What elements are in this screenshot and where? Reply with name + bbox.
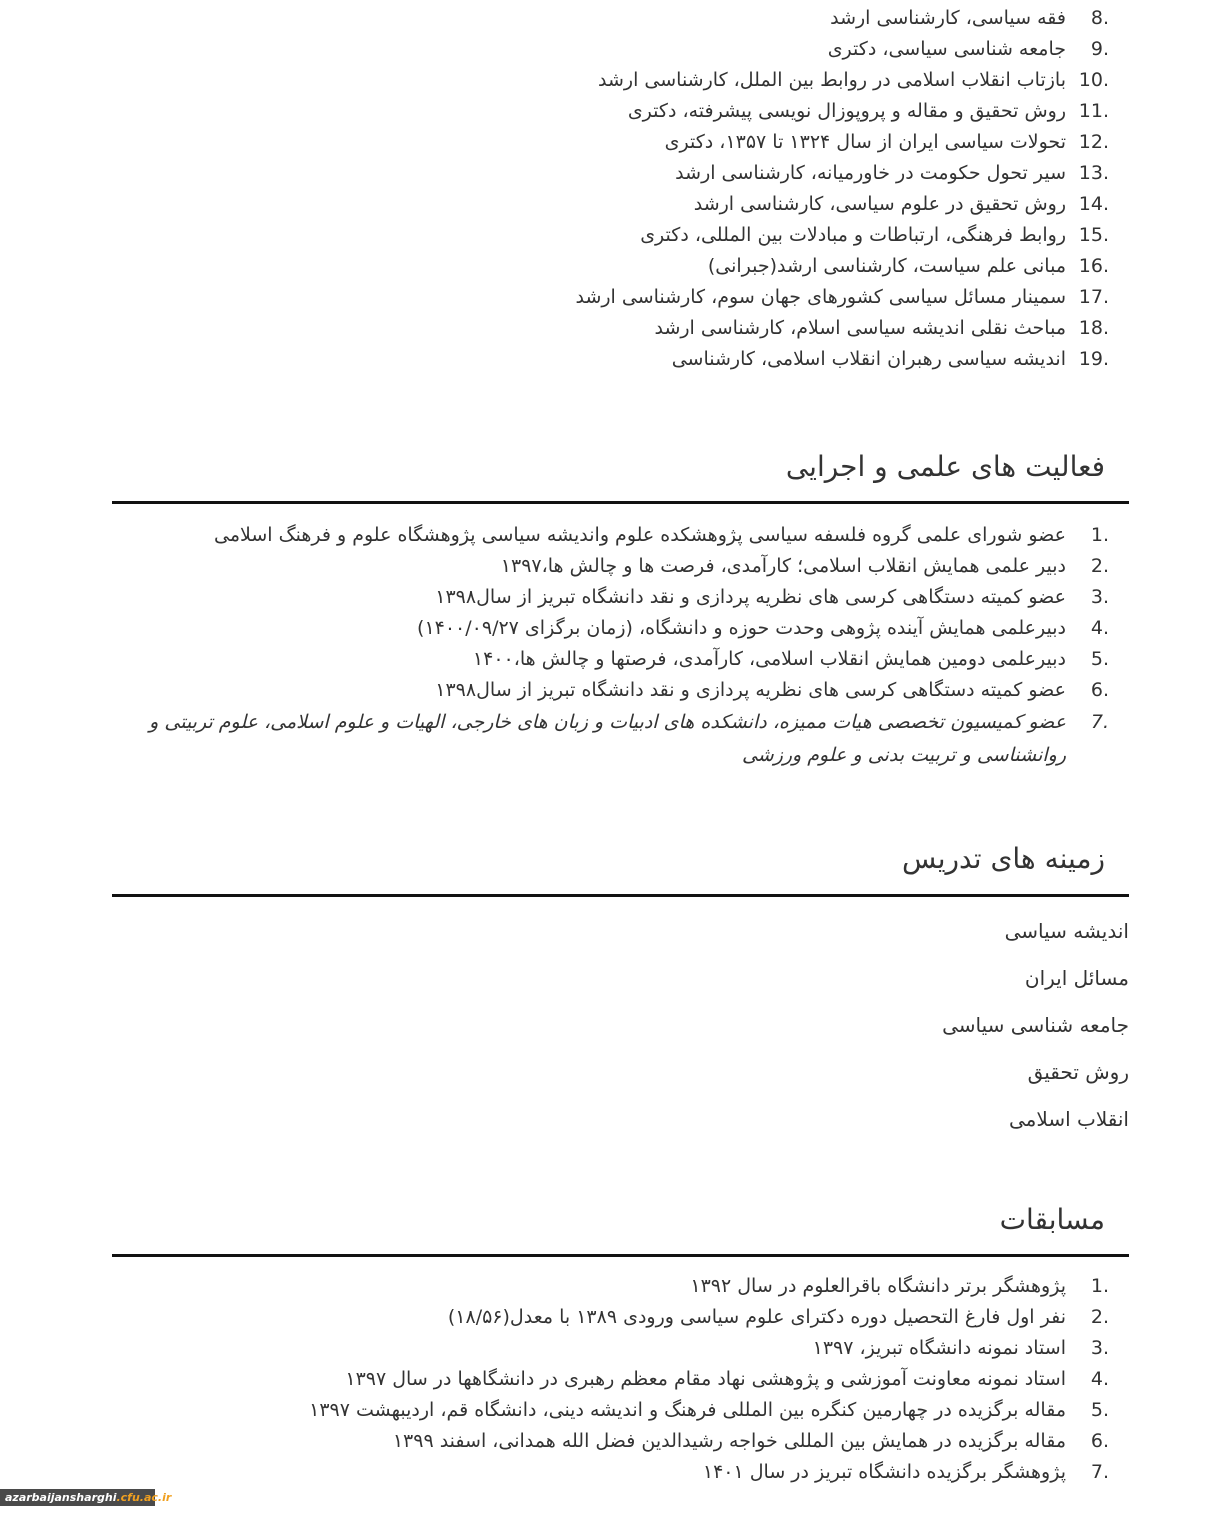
item-text: عضو کمیته دستگاهی کرسی های نظریه پردازی و نقد دانشگاه تبریز از سال۱۳۹۸ [435, 679, 1066, 701]
site-watermark [0, 1489, 172, 1506]
item-text: اندیشه سیاسی رهبران انقلاب اسلامی، کارشناسی [671, 348, 1066, 370]
list-item [112, 1302, 1129, 1333]
item-text: عضو شورای علمی گروه فلسفه سیاسی پژوهشکده علوم واندیشه سیاسی پژوهشگاه علوم و فرهنگ اسلامی [214, 524, 1066, 546]
item-text: عضو کمیته دستگاهی کرسی های نظریه پردازی و نقد دانشگاه تبریز از سال۱۳۹۸ [435, 586, 1066, 608]
item-number: 12. [1078, 131, 1109, 153]
item-text: استاد نمونه معاونت آموزشی و پژوهشی نهاد مقام معظم رهبری در دانشگاهها در سال ۱۳۹۷ [345, 1368, 1066, 1390]
item-text: پژوهشگر برگزیده دانشگاه تبریز در سال ۱۴۰۱ [702, 1461, 1066, 1483]
list-item [112, 158, 1129, 189]
item-text: مباحث نقلی اندیشه سیاسی اسلام، کارشناسی ارشد [654, 317, 1066, 339]
section-divider [112, 1254, 1129, 1257]
item-number: 3. [1090, 586, 1109, 608]
list-item [112, 675, 1129, 706]
item-text: مقاله برگزیده در همایش بین المللی خواجه رشیدالدین فضل الله همدانی، اسفند ۱۳۹۹ [392, 1430, 1066, 1452]
courses-list [112, 3, 1129, 375]
list-item [112, 65, 1129, 96]
item-number: 14. [1078, 193, 1109, 215]
item-text: فقه سیاسی، کارشناسی ارشد [830, 7, 1066, 29]
list-item [112, 551, 1129, 582]
list-item [112, 282, 1129, 313]
item-number: 6. [1090, 679, 1109, 701]
item-number: 4. [1090, 1368, 1109, 1390]
item-number: 8. [1090, 7, 1109, 29]
item-number: 19. [1078, 348, 1109, 370]
item-number: 3. [1090, 1337, 1109, 1359]
item-number: 10. [1078, 69, 1109, 91]
list-item [112, 189, 1129, 220]
list-item [112, 127, 1129, 158]
item-text: روش تحقیق در علوم سیاسی، کارشناسی ارشد [693, 193, 1066, 215]
item-number: 11. [1078, 100, 1109, 122]
list-item [112, 344, 1129, 375]
list-item [112, 582, 1129, 613]
item-number: 13. [1078, 162, 1109, 184]
teaching-field: جامعه شناسی سیاسی [942, 1013, 1129, 1037]
section-divider [112, 501, 1129, 504]
item-number: 2. [1090, 1306, 1109, 1328]
item-text: روابط فرهنگی، ارتباطات و مبادلات بین المللی، دکتری [640, 224, 1066, 246]
item-number: 4. [1090, 617, 1109, 639]
item-text: مبانی علم سیاست، کارشناسی ارشد(جبرانی) [707, 255, 1066, 277]
item-text: سمینار مسائل سیاسی کشورهای جهان سوم، کارشناسی ارشد [575, 286, 1066, 308]
watermark-domain: azarbaijansharghi [5, 1491, 117, 1504]
list-item [112, 520, 1129, 551]
list-item [112, 3, 1129, 34]
item-text: پژوهشگر برتر دانشگاه باقرالعلوم در سال ۱۳۹۲ [690, 1275, 1066, 1297]
item-number: 1. [1090, 524, 1109, 546]
item-number: 9. [1090, 38, 1109, 60]
awards-heading: مسابقات [999, 1203, 1105, 1236]
item-text: استاد نمونه دانشگاه تبریز، ۱۳۹۷ [812, 1337, 1066, 1359]
item-number: 15. [1078, 224, 1109, 246]
item-number: 5. [1090, 648, 1109, 670]
item-text: تحولات سیاسی ایران از سال ۱۳۲۴ تا ۱۳۵۷، دکتری [664, 131, 1066, 153]
teaching-field: اندیشه سیاسی [1004, 919, 1129, 943]
list-item [112, 34, 1129, 65]
teaching-field: روش تحقیق [1027, 1060, 1129, 1084]
teaching-field: انقلاب اسلامی [1009, 1107, 1129, 1131]
item-text: دبیرعلمی همایش آینده پژوهی وحدت حوزه و دانشگاه، (زمان برگزای ۱۴۰۰/۰۹/۲۷) [417, 617, 1066, 639]
item-text: نفر اول فارغ التحصیل دوره دکترای علوم سیاسی ورودی ۱۳۸۹ با معدل(۱۸/۵۶) [447, 1306, 1066, 1328]
list-item [112, 1271, 1129, 1302]
item-text: جامعه شناسی سیاسی، دکتری [827, 38, 1066, 60]
item-text: عضو کمیسیون تخصصی هیات ممیزه، دانشکده های ادبیات و زبان های خارجی، الهیات و علوم اسلامی، علوم تربیتی و روانشناسی و تربیت بدنی و علوم ورزشی [149, 711, 1066, 766]
list-item [112, 1333, 1129, 1364]
item-number: 2. [1090, 555, 1109, 577]
activities-heading: فعالیت های علمی و اجرایی [785, 450, 1105, 483]
list-item [112, 706, 1129, 772]
teaching-heading: زمینه های تدریس [902, 842, 1105, 875]
list-item [112, 1395, 1129, 1426]
item-number: 1. [1090, 1275, 1109, 1297]
activities-list [112, 520, 1129, 772]
list-item [112, 644, 1129, 675]
item-text: بازتاب انقلاب اسلامی در روابط بین الملل، کارشناسی ارشد [598, 69, 1066, 91]
list-item [112, 1457, 1129, 1488]
item-number: 18. [1078, 317, 1109, 339]
teaching-fields [112, 908, 1129, 1143]
list-item [112, 220, 1129, 251]
item-text: دبیر علمی همایش انقلاب اسلامی؛ کارآمدی، فرصت ها و چالش ها،۱۳۹۷ [500, 555, 1066, 577]
item-text: دبیرعلمی دومین همایش انقلاب اسلامی، کارآمدی، فرصتها و چالش ها،۱۴۰۰ [472, 648, 1066, 670]
item-text: مقاله برگزیده در چهارمین کنگره بین المللی فرهنگ و اندیشه دینی، دانشگاه قم، اردیبهشت ۱۳۹۷ [309, 1399, 1066, 1421]
item-number: 5. [1090, 1399, 1109, 1421]
item-number: 7. [1090, 1461, 1109, 1483]
item-number: 17. [1078, 286, 1109, 308]
list-item [112, 251, 1129, 282]
item-text: روش تحقیق و مقاله و پروپوزال نویسی پیشرفته، دکتری [627, 100, 1066, 122]
awards-list [112, 1271, 1129, 1488]
list-item [112, 96, 1129, 127]
list-item [112, 613, 1129, 644]
item-number: 6. [1090, 1430, 1109, 1452]
item-number: 7. [1090, 711, 1109, 733]
watermark-suffix: .cfu.ac.ir [116, 1491, 172, 1504]
section-divider [112, 894, 1129, 897]
list-item [112, 313, 1129, 344]
item-text: سیر تحول حکومت در خاورمیانه، کارشناسی ارشد [675, 162, 1066, 184]
teaching-field: مسائل ایران [1024, 966, 1129, 990]
item-number: 16. [1078, 255, 1109, 277]
list-item [112, 1426, 1129, 1457]
list-item [112, 1364, 1129, 1395]
